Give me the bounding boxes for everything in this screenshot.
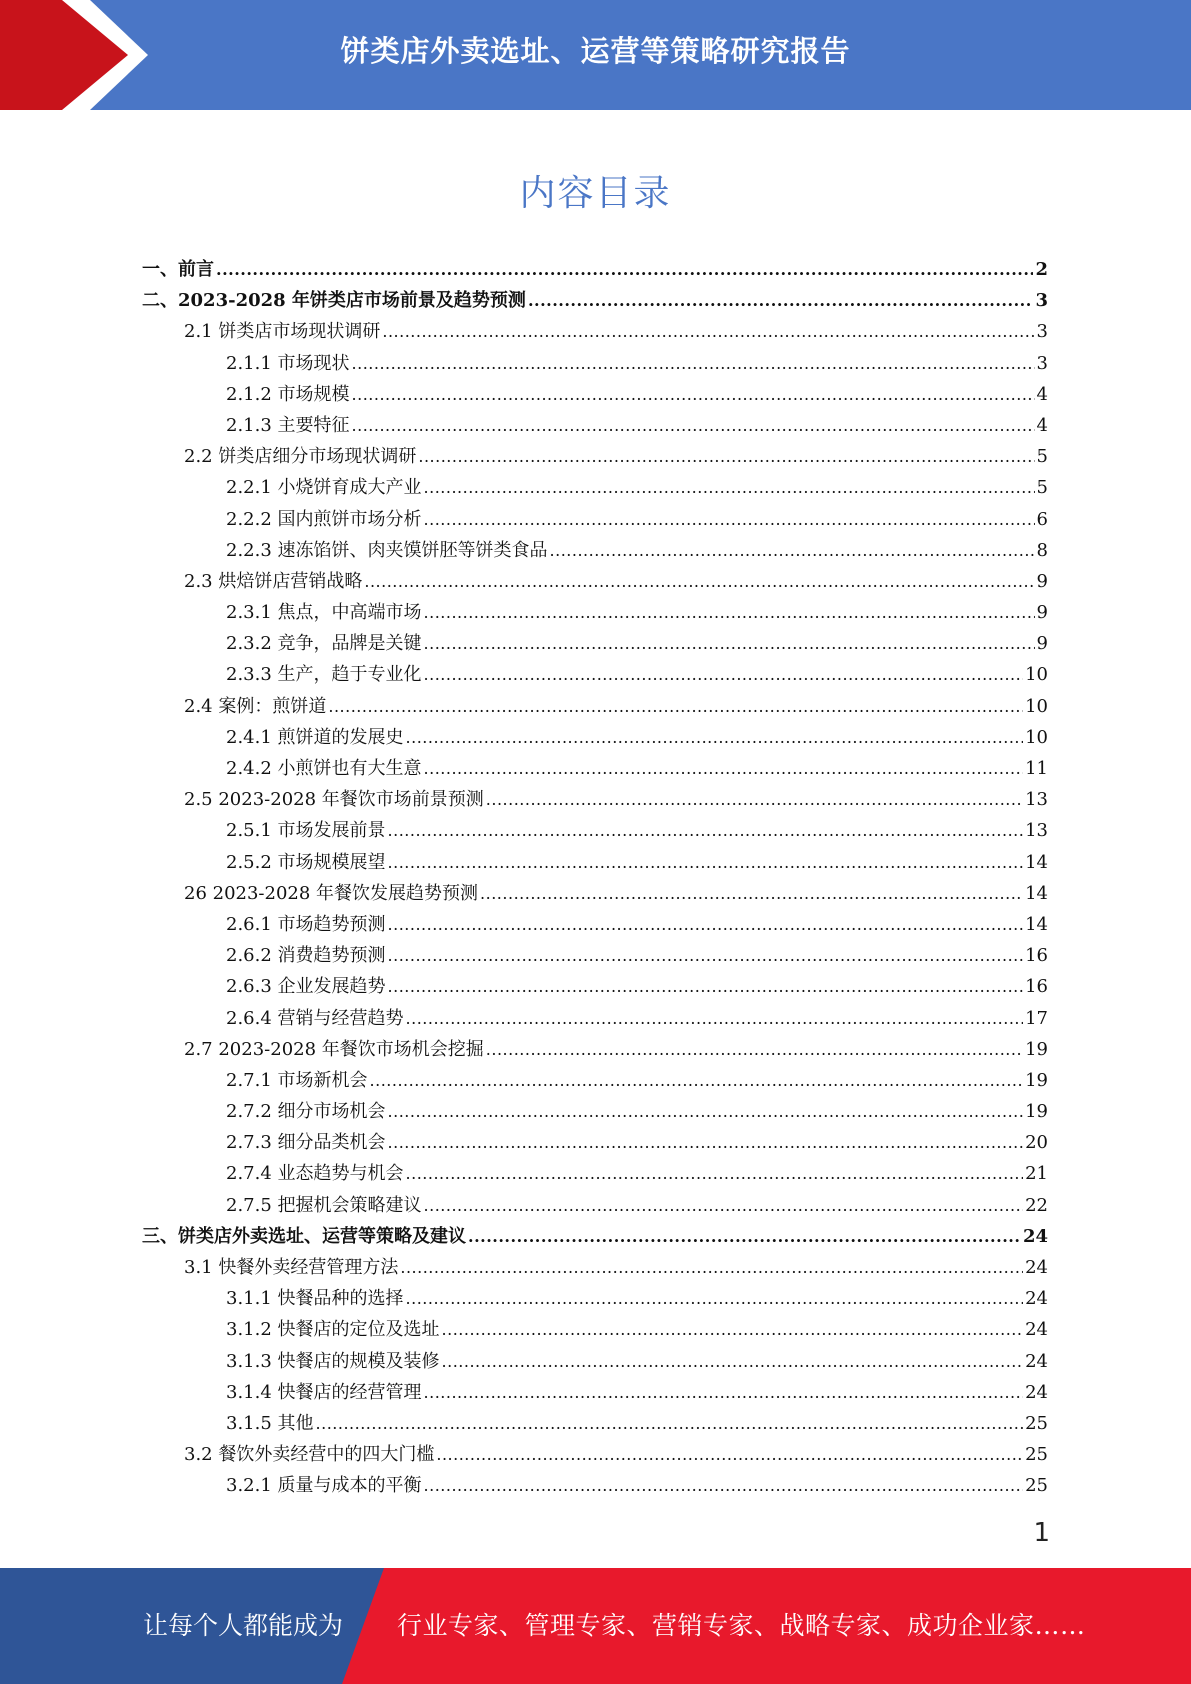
toc-entry-label: 2.6.4 营销与经营趋势 [226, 1007, 404, 1029]
toc-entry-label: 2.7 2023-2028 年餐饮市场机会挖掘 [184, 1038, 484, 1060]
toc-entry[interactable] [142, 1158, 1048, 1189]
toc-entry-label: 2.6.1 市场趋势预测 [226, 913, 386, 935]
toc-entry[interactable] [142, 1034, 1048, 1065]
toc-entry[interactable] [142, 1377, 1048, 1408]
toc-leader-dots [424, 504, 1035, 535]
toc-entry-page: 24 [1025, 1381, 1048, 1403]
toc-entry-page: 24 [1025, 1257, 1048, 1278]
toc-leader-dots [436, 1439, 1023, 1470]
toc-entry[interactable] [142, 691, 1048, 722]
toc-entry[interactable] [142, 472, 1048, 503]
toc-entry-label: 3.1.4 快餐店的经营管理 [226, 1381, 422, 1403]
toc-entry-label: 2.5.1 市场发展前景 [226, 820, 386, 842]
toc-entry-page: 19 [1025, 1101, 1048, 1123]
toc-leader-dots [388, 940, 1024, 971]
toc-entry[interactable] [142, 316, 1048, 347]
toc-entry-page: 9 [1036, 570, 1048, 592]
toc-leader-dots [442, 1314, 1024, 1345]
toc-entry[interactable] [142, 566, 1048, 597]
toc-entry[interactable] [142, 1096, 1048, 1127]
report-title: 饼类店外卖选址、运营等策略研究报告 [340, 34, 851, 68]
toc-entry-page: 8 [1036, 539, 1048, 561]
toc-leader-dots [316, 1408, 1024, 1439]
toc-leader-dots [370, 1065, 1024, 1096]
toc-entry[interactable] [142, 1408, 1048, 1439]
toc-leader-dots [388, 1127, 1024, 1158]
toc-entry[interactable] [142, 254, 1048, 285]
toc-entry[interactable] [142, 909, 1048, 940]
toc-entry-page: 24 [1025, 1319, 1048, 1341]
toc-entry-page: 3 [1036, 352, 1048, 374]
toc-entry-page: 14 [1025, 913, 1048, 935]
toc-entry-label: 2.3.1 焦点，中高端市场 [226, 602, 422, 624]
toc-entry-page: 4 [1036, 414, 1048, 436]
toc-entry-label: 2.6.3 企业发展趋势 [226, 976, 386, 998]
toc-entry[interactable] [142, 753, 1048, 784]
toc-leader-dots [424, 659, 1024, 690]
toc-leader-dots [528, 285, 1034, 316]
toc-leader-dots [424, 1190, 1024, 1221]
toc-entry-label: 3.2.1 质量与成本的平衡 [226, 1475, 422, 1497]
toc-leader-dots [388, 971, 1024, 1002]
toc-entry-page: 3 [1035, 290, 1048, 312]
toc-entry-label: 2.3.2 竞争，品牌是关键 [226, 633, 422, 655]
toc-leader-dots [364, 566, 1034, 597]
table-of-contents [142, 254, 1048, 1502]
toc-leader-dots [468, 1221, 1021, 1252]
toc-entry-label: 2.5 2023-2028 年餐饮市场前景预测 [184, 789, 484, 811]
toc-entry-page: 14 [1025, 851, 1048, 873]
toc-leader-dots [424, 472, 1035, 503]
toc-entry[interactable] [142, 1003, 1048, 1034]
toc-entry[interactable] [142, 535, 1048, 566]
toc-entry-page: 25 [1025, 1412, 1048, 1434]
toc-entry[interactable] [142, 1221, 1048, 1252]
toc-entry-label: 3.1.1 快餐品种的选择 [226, 1288, 404, 1310]
toc-entry-page: 11 [1025, 758, 1048, 779]
toc-leader-dots [406, 1158, 1024, 1189]
page-footer [0, 1568, 1191, 1684]
toc-leader-dots [328, 691, 1023, 722]
toc-entry[interactable] [142, 1346, 1048, 1377]
toc-entry-label: 2.2.3 速冻馅饼、肉夹馍饼胚等饼类食品 [226, 539, 548, 561]
footer-slogan-right: 行业专家、管理专家、营销专家、战略专家、成功企业家…… [397, 1611, 1086, 1640]
toc-entry-label: 2.2 饼类店细分市场现状调研 [184, 446, 417, 468]
toc-entry[interactable] [142, 1065, 1048, 1096]
toc-entry-page: 2 [1035, 259, 1048, 280]
toc-entry-page: 25 [1025, 1475, 1048, 1497]
toc-entry[interactable] [142, 1283, 1048, 1314]
toc-entry-page: 17 [1025, 1007, 1048, 1029]
toc-entry-page: 13 [1025, 820, 1048, 842]
toc-entry-label: 2.1.3 主要特征 [226, 414, 350, 436]
toc-entry-page: 9 [1036, 602, 1048, 624]
toc-entry-label: 2.1.2 市场规模 [226, 383, 350, 405]
toc-entry-label: 一、前言 [142, 259, 214, 280]
toc-leader-dots [216, 254, 1033, 285]
toc-entry-label: 2.1.1 市场现状 [226, 352, 350, 374]
toc-leader-dots [550, 535, 1035, 566]
toc-entry-label: 2.7.5 把握机会策略建议 [226, 1194, 422, 1216]
toc-entry-page: 21 [1025, 1163, 1048, 1185]
toc-entry-page: 24 [1025, 1350, 1048, 1372]
toc-entry-label: 2.2.1 小烧饼育成大产业 [226, 477, 422, 499]
toc-entry-page: 22 [1025, 1194, 1048, 1216]
toc-entry-page: 24 [1022, 1225, 1048, 1247]
toc-entry-label: 2.1 饼类店市场现状调研 [184, 321, 381, 343]
toc-entry-label: 三、饼类店外卖选址、运营等策略及建议 [142, 1225, 466, 1247]
toc-entry[interactable] [142, 379, 1048, 410]
toc-entry-label: 2.7.3 细分品类机会 [226, 1132, 386, 1154]
toc-entry[interactable] [142, 1439, 1048, 1470]
toc-leader-dots [486, 1034, 1023, 1065]
toc-entry-label: 2.5.2 市场规模展望 [226, 851, 386, 873]
toc-leader-dots [480, 878, 1023, 909]
toc-entry-page: 4 [1036, 383, 1048, 405]
toc-entry-page: 3 [1036, 321, 1048, 343]
toc-entry[interactable] [142, 441, 1048, 472]
toc-entry[interactable] [142, 410, 1048, 441]
toc-leader-dots [400, 1252, 1023, 1283]
toc-entry-label: 2.7.4 业态趋势与机会 [226, 1163, 404, 1185]
toc-leader-dots [352, 379, 1035, 410]
toc-entry[interactable] [142, 1314, 1048, 1345]
toc-entry-page: 16 [1025, 976, 1048, 998]
toc-entry-label: 3.1.2 快餐店的定位及选址 [226, 1319, 440, 1341]
toc-entry-label: 2.7.2 细分市场机会 [226, 1101, 386, 1123]
toc-leader-dots [424, 628, 1035, 659]
toc-entry-page: 20 [1025, 1132, 1048, 1154]
toc-entry[interactable] [142, 285, 1048, 316]
toc-entry[interactable] [142, 722, 1048, 753]
page-header [0, 0, 1191, 110]
toc-entry-page: 9 [1036, 633, 1048, 655]
toc-entry-page: 19 [1025, 1069, 1048, 1091]
toc-entry-page: 16 [1025, 945, 1048, 967]
toc-entry-page: 14 [1025, 882, 1048, 904]
toc-entry[interactable] [142, 847, 1048, 878]
toc-entry[interactable] [142, 504, 1048, 535]
toc-entry-label: 2.4.2 小煎饼也有大生意 [226, 758, 422, 779]
toc-entry-page: 10 [1025, 664, 1048, 686]
toc-entry-label: 2.2.2 国内煎饼市场分析 [226, 508, 422, 530]
toc-leader-dots [388, 847, 1024, 878]
toc-entry-page: 6 [1036, 508, 1048, 530]
toc-entry-label: 二、2023-2028 年饼类店市场前景及趋势预测 [142, 290, 526, 312]
toc-entry[interactable] [142, 628, 1048, 659]
toc-leader-dots [486, 784, 1023, 815]
toc-entry[interactable] [142, 940, 1048, 971]
toc-entry-label: 2.3.3 生产，趋于专业化 [226, 664, 422, 686]
page-number: 1 [1033, 1518, 1050, 1548]
toc-entry-label: 3.1.5 其他 [226, 1412, 314, 1434]
toc-entry-label: 26 2023-2028 年餐饮发展趋势预测 [184, 882, 479, 904]
toc-entry[interactable] [142, 1252, 1048, 1283]
toc-entry[interactable] [142, 597, 1048, 628]
toc-leader-dots [418, 441, 1034, 472]
toc-entry-label: 2.6.2 消费趋势预测 [226, 945, 386, 967]
toc-entry[interactable] [142, 815, 1048, 846]
toc-entry-label: 2.4.1 煎饼道的发展史 [226, 726, 404, 748]
toc-leader-dots [382, 316, 1034, 347]
toc-entry-page: 25 [1025, 1444, 1048, 1466]
toc-entry-page: 24 [1025, 1288, 1048, 1310]
toc-leader-dots [406, 1003, 1024, 1034]
toc-leader-dots [424, 753, 1024, 784]
toc-entry-label: 2.7.1 市场新机会 [226, 1069, 368, 1091]
toc-heading: 内容目录 [519, 173, 672, 214]
toc-entry[interactable] [142, 1470, 1048, 1501]
toc-entry-label: 3.2 餐饮外卖经营中的四大门槛 [184, 1444, 435, 1466]
toc-entry-label: 3.1 快餐外卖经营管理方法 [184, 1257, 399, 1278]
toc-entry[interactable] [142, 1127, 1048, 1158]
toc-leader-dots [424, 1470, 1024, 1501]
toc-entry-page: 10 [1025, 726, 1048, 748]
toc-leader-dots [442, 1346, 1024, 1377]
toc-entry-page: 10 [1025, 695, 1048, 717]
toc-entry[interactable] [142, 784, 1048, 815]
toc-leader-dots [424, 1377, 1024, 1408]
toc-entry[interactable] [142, 348, 1048, 379]
toc-leader-dots [388, 1096, 1024, 1127]
footer-slogan-left: 让每个人都能成为 [143, 1611, 344, 1640]
toc-entry-label: 3.1.3 快餐店的规模及装修 [226, 1350, 440, 1372]
toc-leader-dots [352, 348, 1035, 379]
toc-entry-label: 2.3 烘焙饼店营销战略 [184, 570, 363, 592]
toc-leader-dots [352, 410, 1035, 441]
toc-leader-dots [388, 815, 1024, 846]
toc-entry[interactable] [142, 659, 1048, 690]
toc-leader-dots [406, 722, 1024, 753]
toc-leader-dots [406, 1283, 1024, 1314]
toc-entry[interactable] [142, 878, 1048, 909]
toc-entry-page: 13 [1025, 789, 1048, 811]
toc-entry[interactable] [142, 971, 1048, 1002]
toc-entry-page: 5 [1036, 446, 1048, 468]
toc-entry-label: 2.4 案例：煎饼道 [184, 695, 327, 717]
toc-entry-page: 5 [1036, 477, 1048, 499]
toc-leader-dots [424, 597, 1035, 628]
toc-entry[interactable] [142, 1190, 1048, 1221]
toc-leader-dots [388, 909, 1024, 940]
toc-entry-page: 19 [1025, 1038, 1048, 1060]
